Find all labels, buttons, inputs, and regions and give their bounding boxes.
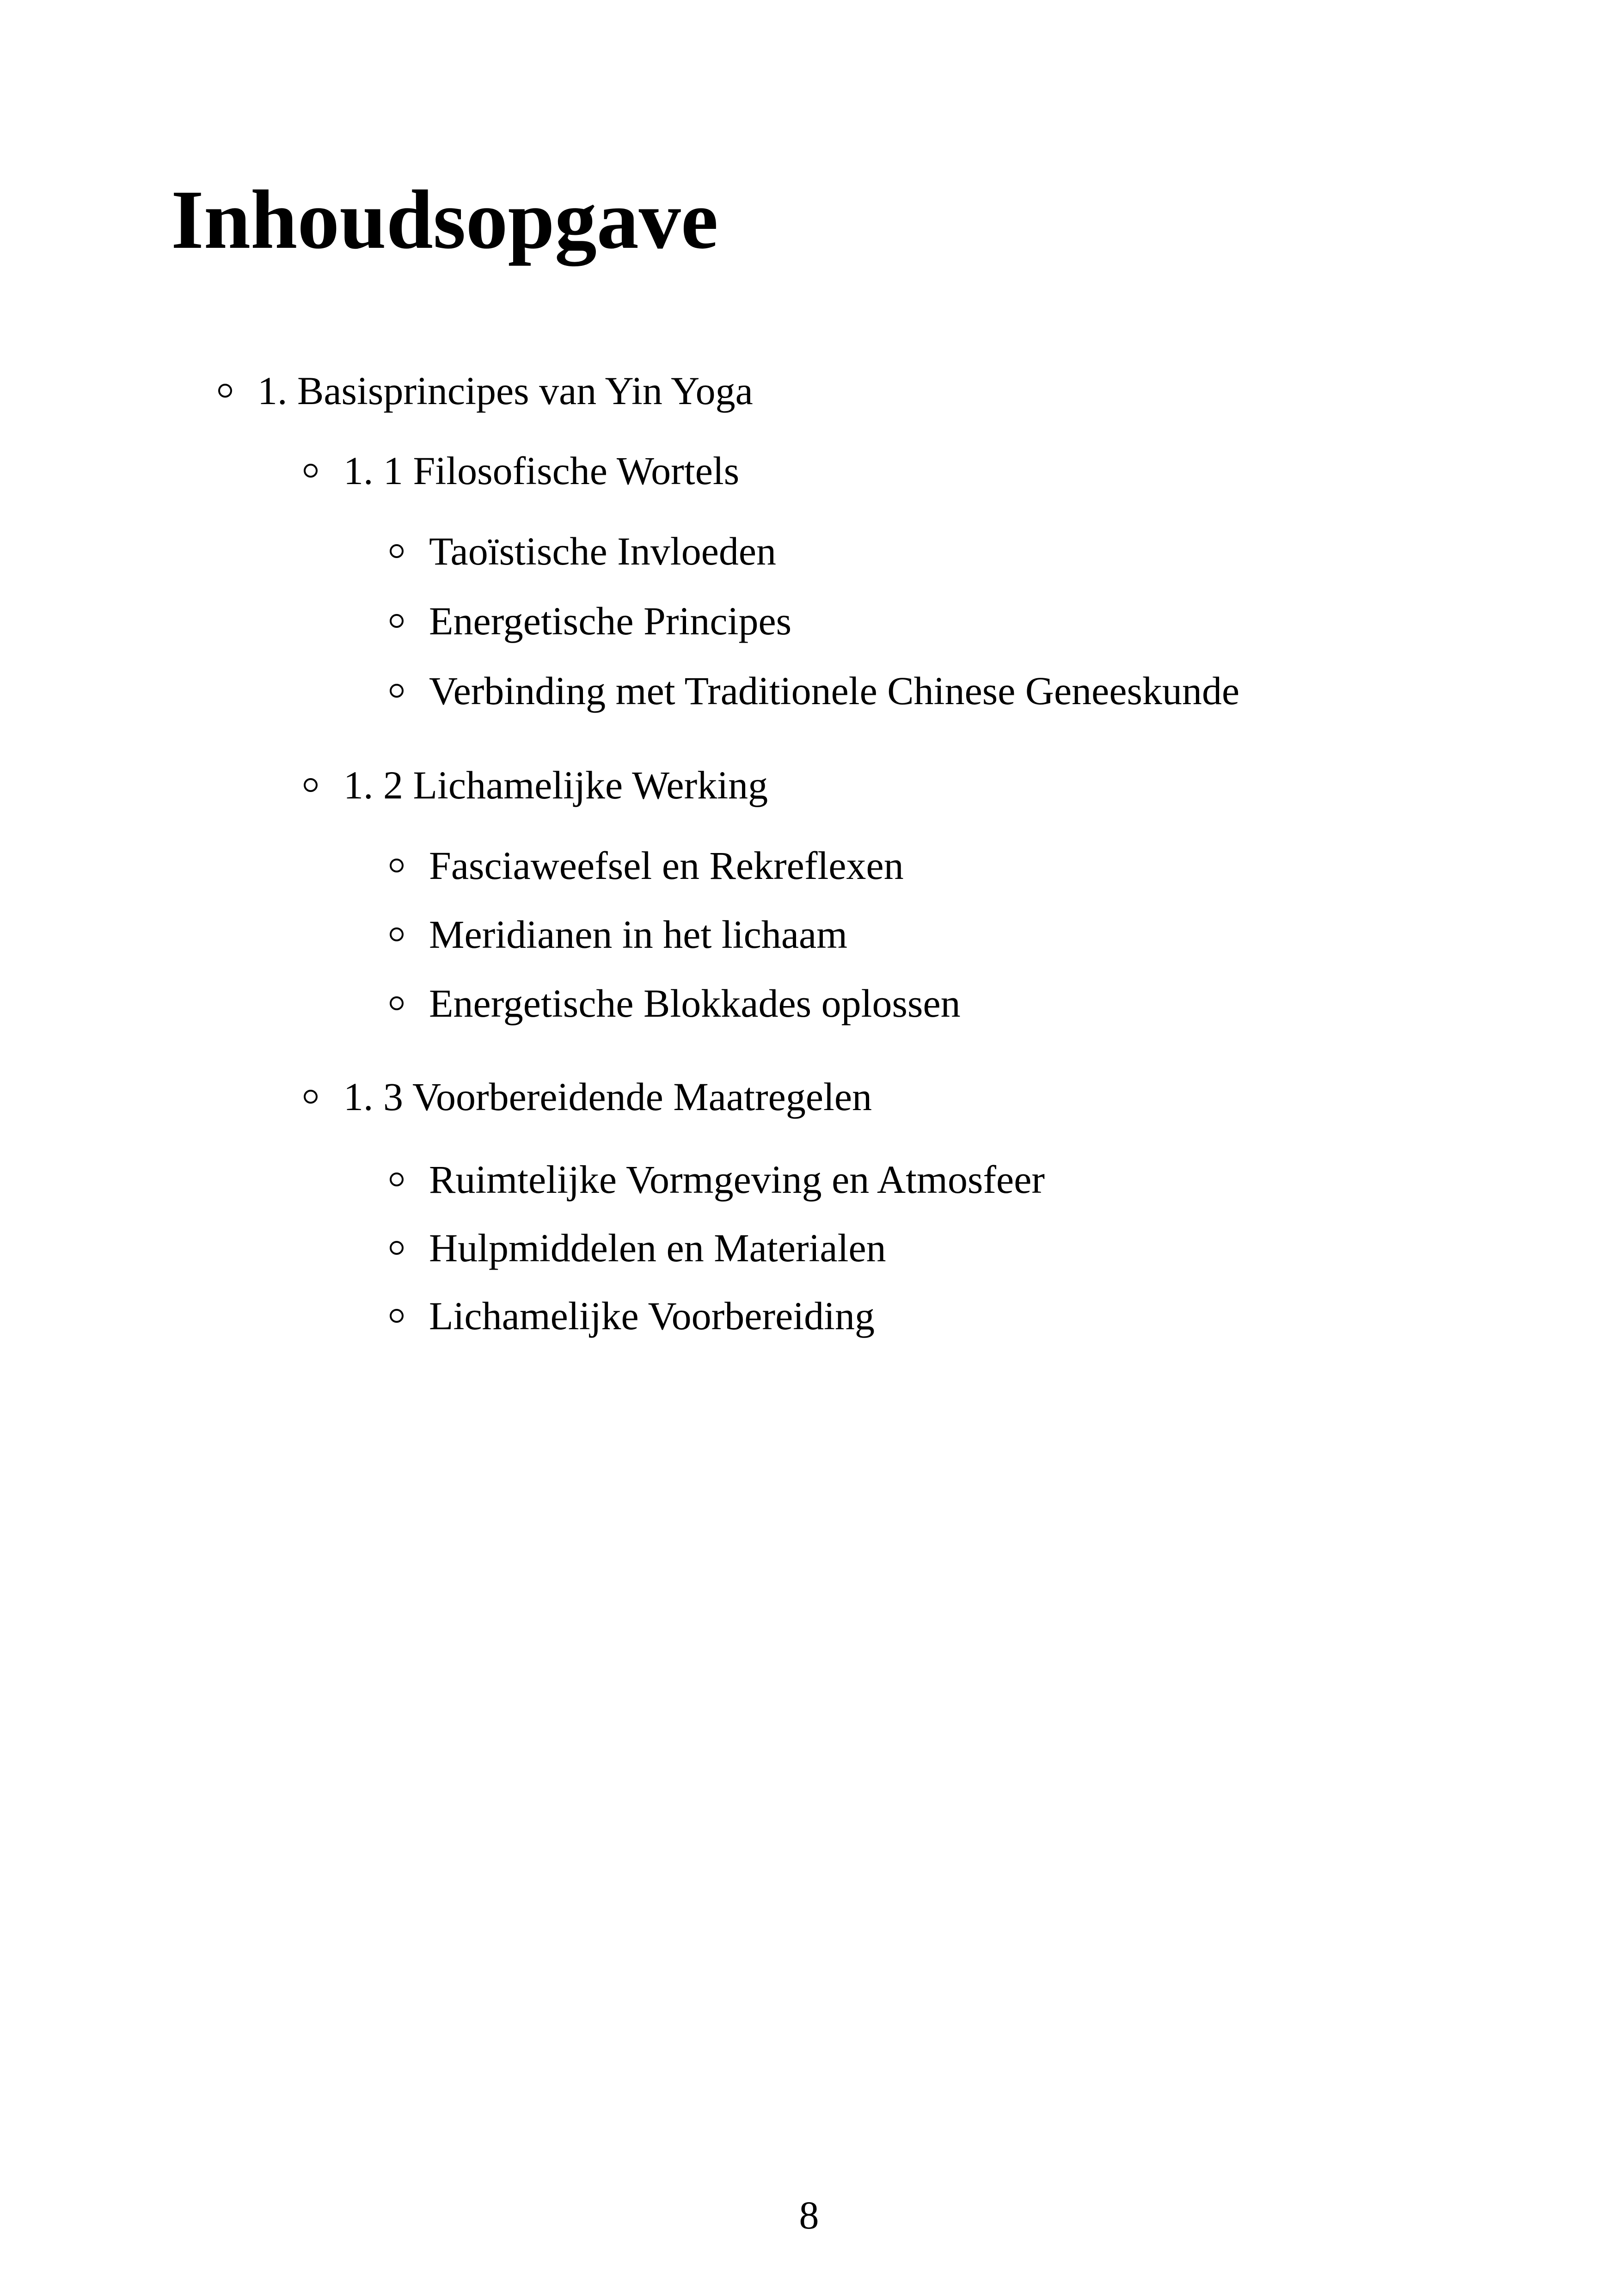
circle-bullet-icon bbox=[390, 684, 404, 698]
toc-section-link[interactable]: 1. 1 Filosofische Wortels bbox=[343, 448, 740, 493]
circle-bullet-icon bbox=[390, 1241, 404, 1255]
circle-bullet-icon bbox=[390, 1309, 404, 1323]
circle-bullet-icon bbox=[218, 384, 232, 398]
toc-item-link[interactable]: Lichamelijke Voorbereiding bbox=[429, 1294, 875, 1338]
circle-bullet-icon bbox=[390, 544, 404, 558]
page-number: 8 bbox=[799, 2193, 819, 2237]
circle-bullet-icon bbox=[304, 464, 318, 478]
toc-item-link[interactable]: Meridianen in het lichaam bbox=[429, 912, 848, 957]
circle-bullet-icon bbox=[390, 614, 404, 628]
circle-bullet-icon bbox=[390, 927, 404, 941]
circle-bullet-icon bbox=[304, 778, 318, 792]
toc-section-link[interactable]: 1. 2 Lichamelijke Werking bbox=[343, 763, 768, 807]
toc-item-link[interactable]: Taoïstische Invloeden bbox=[429, 529, 777, 573]
toc-chapter-link[interactable]: 1. Basisprincipes van Yin Yoga bbox=[257, 368, 753, 413]
page-title: Inhoudsopgave bbox=[171, 173, 718, 266]
circle-bullet-icon bbox=[390, 996, 404, 1010]
circle-bullet-icon bbox=[390, 1173, 404, 1186]
circle-bullet-icon bbox=[304, 1090, 318, 1104]
circle-bullet-icon bbox=[390, 859, 404, 872]
toc-section-link[interactable]: 1. 3 Voorbereidende Maatregelen bbox=[343, 1074, 872, 1119]
toc-item-link[interactable]: Hulpmiddelen en Materialen bbox=[429, 1226, 886, 1270]
toc-item-link[interactable]: Verbinding met Traditionele Chinese Geneeskunde bbox=[429, 669, 1240, 713]
toc-item-link[interactable]: Energetische Principes bbox=[429, 599, 792, 643]
toc-item-link[interactable]: Energetische Blokkades oplossen bbox=[429, 981, 961, 1025]
toc-item-link[interactable]: Fasciaweefsel en Rekreflexen bbox=[429, 843, 904, 888]
toc-item-link[interactable]: Ruimtelijke Vormgeving en Atmosfeer bbox=[429, 1157, 1045, 1202]
